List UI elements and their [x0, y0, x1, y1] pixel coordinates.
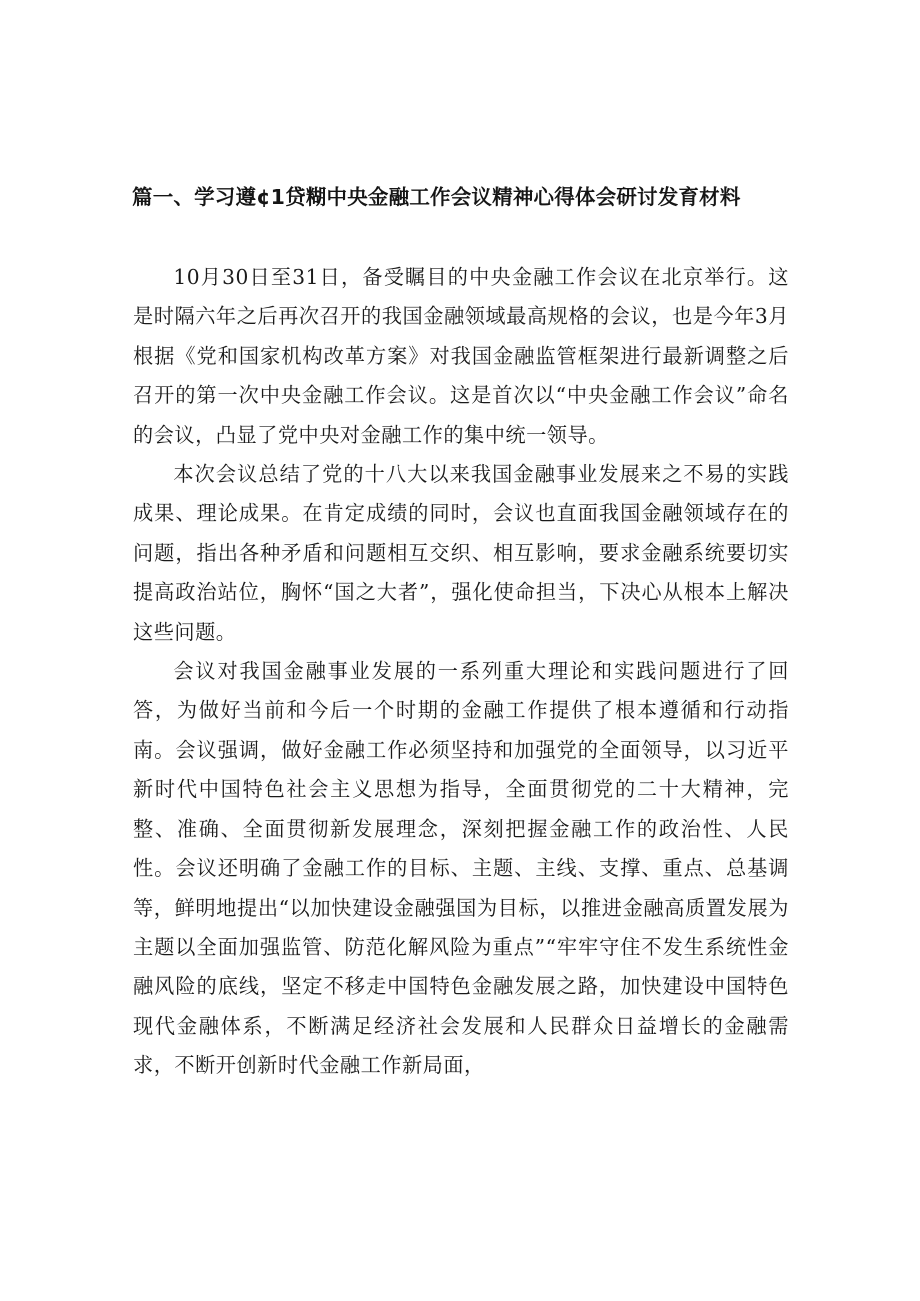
paragraph-1: 10月30日至31日，备受瞩目的中央金融工作会议在北京举行。这是时隔六年之后再次召开的我国金融领域最高规格的会议，也是今年3月根据《党和国家机构改革方案》对我国金融监管框架进行最新调整之后召开的第一次中央金融工作会议。这是首次以“中央金融工作会议”命名的会议，凸显了党中央对金融工作的集中统一领导。 — [133, 265, 789, 447]
document-title: 篇一、学习遵¢1贷糊中央金融工作会议精神心得体会研讨发育材料 — [132, 185, 741, 209]
paragraph-3: 会议对我国金融事业发展的一系列重大理论和实践问题进行了回答，为做好当前和今后一个时期的金融工作提供了根本遵循和行动指南。会议强调，做好金融工作必须坚持和加强党的全面领导，以习近平新时代中国特色社会主义思想为指导，全面贯彻党的二十大精神，完整、准确、全面贯彻新发展理念，深刻把握金融工作的政治性、人民性。会议还明确了金融工作的目标、主题、主线、支撑、重点、总基调等，鲜明地提出“以加快建设金融强国为目标，以推进金融高质置发展为主题以全面加强监管、防范化解风险为重点”“牢牢守住不发生系统性金融风险的底线，坚定不移走中国特色金融发展之路，加快建设中国特色现代金融体系，不断满足经济社会发展和人民群众日益增长的金融需求，不断开创新时代金融工作新局面， — [133, 659, 789, 1078]
document-body — [133, 258, 789, 1086]
paragraph-2: 本次会议总结了党的十八大以来我国金融事业发展来之不易的实践成果、理论成果。在肯定成绩的同时，会议也直面我国金融领域存在的问题，指出各种矛盾和问题相互交织、相互影响，要求金融系统要切实提高政治站位，胸怀“国之大者”，强化使命担当，下决心从根本上解决这些问题。 — [133, 462, 789, 644]
